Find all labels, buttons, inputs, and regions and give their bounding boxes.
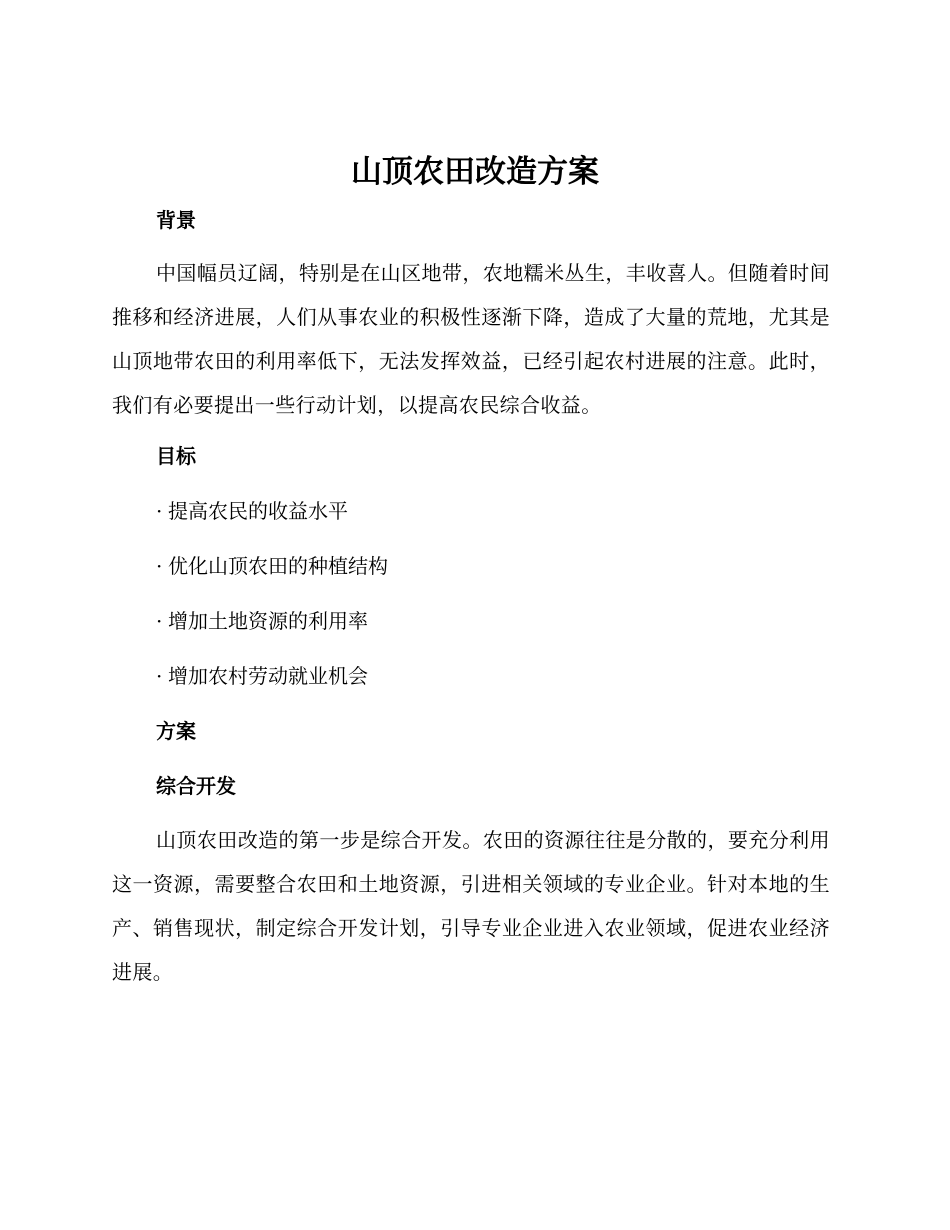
- bullet-marker: ·: [156, 499, 163, 523]
- heading-comprehensive-development: 综合开发: [156, 774, 236, 798]
- goal-item-text: 提高农民的收益水平: [168, 499, 348, 523]
- heading-background: 背景: [156, 208, 196, 232]
- bullet-marker: ·: [156, 554, 163, 578]
- heading-plan: 方案: [156, 719, 196, 743]
- goal-item-text: 优化山顶农田的种植结构: [168, 554, 388, 578]
- bullet-marker: ·: [156, 609, 163, 633]
- document-title: 山顶农田改造方案: [351, 154, 599, 190]
- heading-goals: 目标: [156, 444, 196, 468]
- goal-item-text: 增加土地资源的利用率: [168, 609, 368, 633]
- goal-item-text: 增加农村劳动就业机会: [168, 664, 368, 688]
- bullet-marker: ·: [156, 664, 163, 688]
- paragraph-comprehensive-development: 山顶农田改造的第一步是综合开发。农田的资源往往是分散的，要充分利用这一资源，需要整合农田和土地资源，引进相关领域的专业企业。针对本地的生产、销售现状，制定综合开发计划，引导专业企业进入农业领域，促进农业经济进展。: [112, 828, 830, 984]
- paragraph-background: 中国幅员辽阔，特别是在山区地带，农地糯米丛生，丰收喜人。但随着时间推移和经济进展，人们从事农业的积极性逐渐下降，造成了大量的荒地，尤其是山顶地带农田的利用率低下，无法发挥效益，已经引起农村进展的注意。此时，我们有必要提出一些行动计划，以提高农民综合收益。: [112, 261, 830, 417]
- goal-item-3: [156, 607, 368, 635]
- goal-item-2: [156, 552, 388, 580]
- goal-item-1: [156, 497, 348, 525]
- goal-item-4: [156, 662, 368, 690]
